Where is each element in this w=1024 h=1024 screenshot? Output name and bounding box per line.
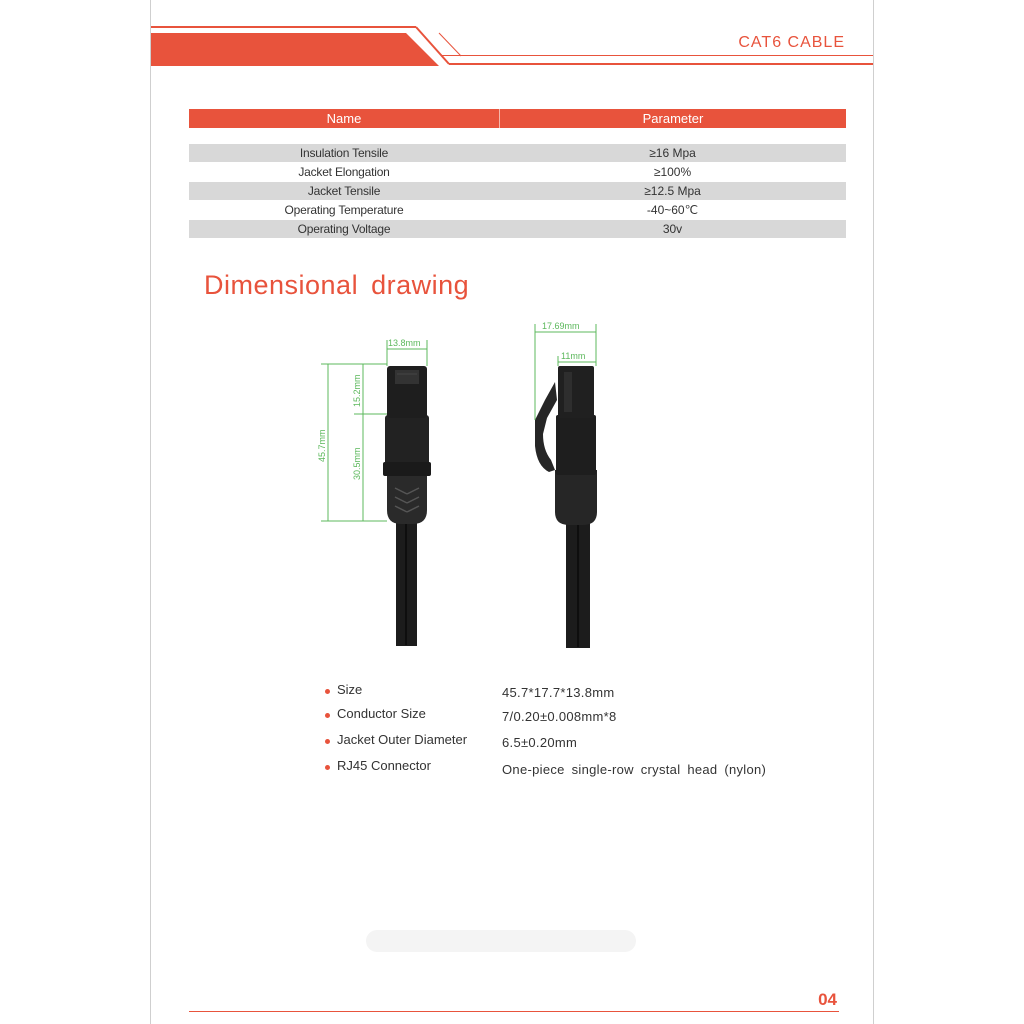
bullet-dot-icon (325, 713, 330, 718)
header-banner-title: CAT6 UTP Network Cable (169, 7, 392, 26)
bullet-dot-icon (325, 689, 330, 694)
dim-front-body-height: 30.5mm (352, 447, 362, 480)
list-item (325, 758, 805, 784)
list-item (325, 706, 805, 732)
section-title: Dimensional drawing (204, 270, 470, 300)
page-number: 04 (818, 990, 837, 1009)
list-item (325, 732, 805, 758)
table-cell-name: Insulation Tensile (299, 146, 389, 160)
header-right-title: CAT6 CABLE (738, 34, 845, 51)
table-cell-value: 30v (662, 222, 683, 236)
table-cell-name: Operating Temperature (284, 203, 404, 217)
dim-side-total-width: 17.69mm (542, 321, 580, 331)
spec-label: Size (337, 682, 363, 697)
spec-label: RJ45 Connector (337, 758, 431, 773)
dim-front-top-height: 15.2mm (352, 374, 362, 407)
spec-value: 6.5±0.20mm (502, 735, 578, 750)
table-cell-value: -40~60℃ (646, 203, 699, 217)
table-cell-name: Jacket Tensile (307, 184, 381, 198)
table-header-name: Name (189, 109, 500, 128)
bullet-dot-icon (325, 765, 330, 770)
footer-rule (189, 1011, 839, 1012)
spec-value: 45.7*17.7*13.8mm (502, 685, 615, 700)
table-cell-value: ≥12.5 Mpa (644, 184, 701, 198)
dim-front-total-height: 45.7mm (317, 429, 327, 462)
dim-side-head-width: 11mm (561, 351, 586, 361)
document-page (150, 0, 874, 1024)
front-view-connector (383, 366, 431, 646)
list-item (325, 682, 805, 706)
table-cell-value: ≥100% (653, 165, 692, 179)
spec-value: One-piece single-row crystal head (nylon) (502, 762, 767, 777)
spec-list (325, 682, 805, 784)
table-cell-name: Jacket Elongation (298, 165, 390, 179)
dim-front-width: 13.8mm (388, 338, 421, 348)
dimensional-drawing (151, 0, 873, 680)
table-cell-value: ≥16 Mpa (649, 146, 696, 160)
spec-label: Conductor Size (337, 706, 426, 721)
spec-label: Jacket Outer Diameter (337, 732, 468, 747)
footer-shadow (366, 930, 636, 952)
spec-value: 7/0.20±0.008mm*8 (502, 709, 617, 724)
table-header-parameter: Parameter (642, 111, 704, 126)
table-cell-name: Operating Voltage (297, 222, 391, 236)
bullet-dot-icon (325, 739, 330, 744)
side-view-connector (535, 366, 597, 648)
